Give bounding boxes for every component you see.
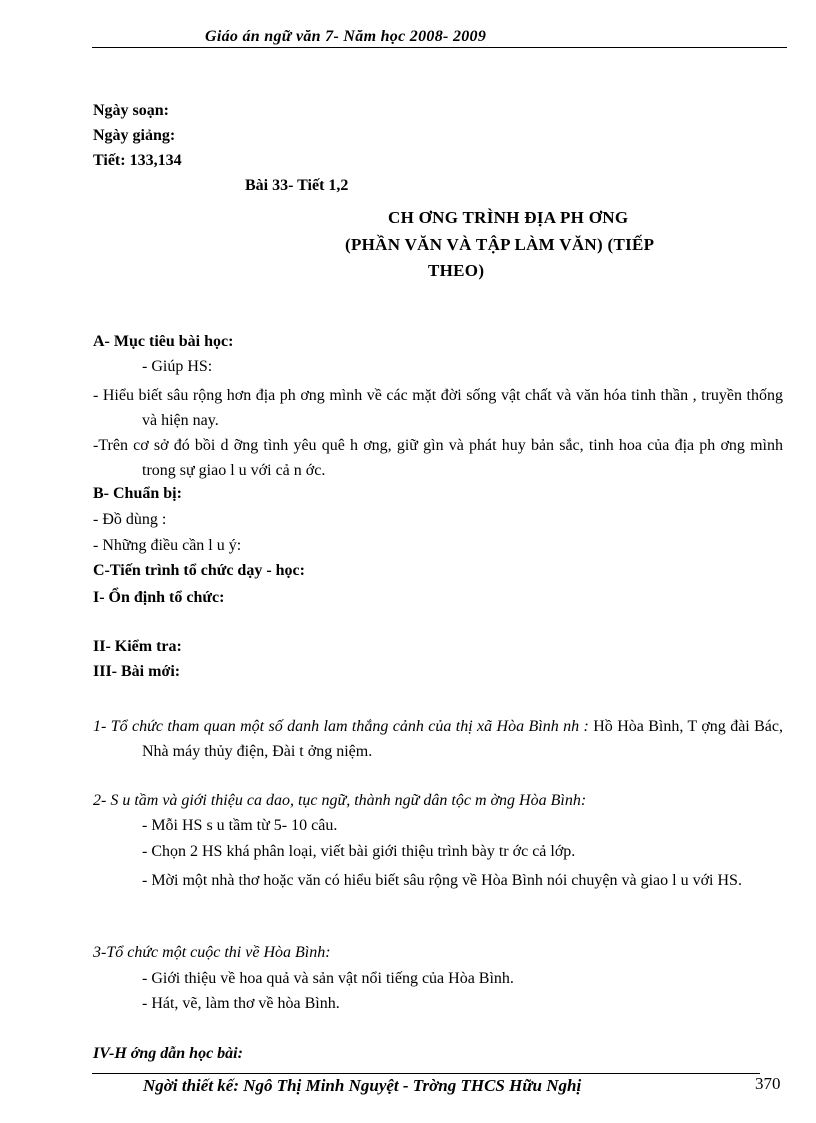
ngay-giang-label: Ngày giảng: [93, 127, 176, 144]
section-a-heading: A- Mục tiêu bài học: [93, 333, 234, 350]
page-header: Giáo án ngữ văn 7- Năm học 2008- 2009 [205, 28, 487, 45]
section-a-intro: - Giúp HS: [142, 358, 213, 375]
part-4-heading: IV-H ớng dẫn học bài: [93, 1045, 243, 1062]
activity-2-item-3: - Mời một nhà thơ hoặc văn có hiểu biết sâu rộng về Hòa Bình nói chuyện và giao l u với HS. [142, 872, 742, 889]
activity-2-item-1: - Mỗi HS s u tầm từ 5- 10 câu. [142, 817, 338, 834]
footer-rule [92, 1073, 760, 1074]
title-line-3: THEO) [428, 261, 485, 280]
title-line-2: (PHẦN VĂN VÀ TẬP LÀM VĂN) (TIẾP [345, 235, 655, 254]
section-b-item-2: - Những điều cần l u ý: [93, 537, 242, 554]
part-3-heading: III- Bài mới: [93, 663, 181, 680]
activity-1-label: 1- Tổ chức tham quan một số danh lam thắng cảnh của thị xã Hòa Bình nh : [93, 718, 589, 735]
header-rule [92, 47, 787, 48]
part-2-heading: II- Kiểm tra: [93, 638, 182, 655]
lesson-label: Bài 33- Tiết 1,2 [245, 177, 349, 194]
part-1-heading: I- Ổn định tổ chức: [93, 589, 225, 606]
activity-3-item-2: - Hát, vẽ, làm thơ về hòa Bình. [142, 995, 340, 1012]
page-number: 370 [755, 1074, 781, 1093]
footer-author: Ngời thiết kế: Ngô Thị Minh Nguyệt - Trờng THCS Hữu Nghị [143, 1076, 582, 1095]
activity-2-label: 2- S u tầm và giới thiệu ca dao, tục ngữ, thành ngữ dân tộc m ờng Hòa Bình: [93, 792, 587, 809]
ngay-soan-label: Ngày soạn: [93, 102, 170, 119]
tiet-label: Tiết: 133,134 [93, 152, 182, 169]
section-a-item-1: - Hiểu biết sâu rộng hơn địa ph ơng mình về các mặt đời sống vật chất và văn hóa tinh thần , truyền thống và hiện nay. [93, 387, 783, 429]
activity-1-text: Hồ Hòa Bình, T ợng đài Bác, Nhà máy thủy điện, Đài t ởng niệm. [142, 718, 784, 760]
activity-1 [93, 714, 783, 764]
section-a-item-2: -Trên cơ sở đó bồi d ỡng tình yêu quê h ơng, giữ gìn và phát huy bản sắc, tinh hoa của địa ph ơng mình trong sự giao l u với cả n ớc. [93, 437, 783, 479]
section-b-heading: B- Chuẩn bị: [93, 485, 182, 502]
activity-3-label: 3-Tổ chức một cuộc thi về Hòa Bình: [93, 944, 331, 961]
activity-2-item-2: - Chọn 2 HS khá phân loại, viết bài giới thiệu trình bày tr ớc cả lớp. [142, 843, 576, 860]
activity-3-item-1: - Giới thiệu về hoa quả và sản vật nổi tiếng của Hòa Bình. [142, 970, 514, 987]
section-b-item-1: - Đồ dùng : [93, 511, 167, 528]
title-line-1: CH ƠNG TRÌNH ĐỊA PH ƠNG [388, 208, 629, 227]
section-c-heading: C-Tiến trình tổ chức dạy - học: [93, 562, 305, 579]
